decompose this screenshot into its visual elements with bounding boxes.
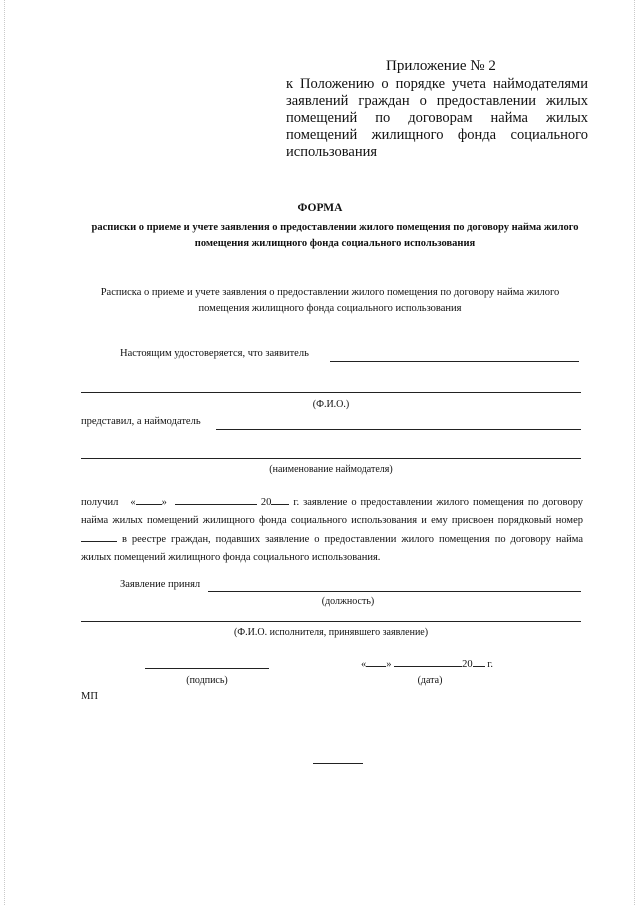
sign-date-quote-close: » — [386, 659, 392, 670]
applicant-field[interactable] — [330, 361, 579, 362]
stamp-mark: МП — [81, 691, 98, 702]
accepted-text: Заявление принял — [120, 579, 201, 590]
sign-year-field[interactable] — [473, 655, 485, 667]
scan-edge-right — [634, 0, 636, 905]
receipt-heading: Расписка о приеме и учете заявления о предоставлении жилого помещения по договору найма жилого помещения жилищного фонда социального использования — [100, 287, 560, 314]
receipt-paragraph — [81, 493, 583, 567]
sign-date-line — [361, 655, 493, 670]
executor-field[interactable] — [81, 621, 581, 622]
landlord-field[interactable] — [216, 429, 581, 430]
received-year-field[interactable] — [271, 493, 289, 505]
sign-year-prefix: 20 — [462, 659, 473, 670]
received-year-suffix: г. — [293, 497, 300, 508]
received-day-field[interactable] — [136, 493, 162, 505]
end-separator — [313, 763, 363, 764]
form-title: ФОРМА — [297, 202, 343, 214]
signature-caption: (подпись) — [186, 675, 228, 686]
appendix-block — [286, 58, 588, 161]
received-month-field[interactable] — [175, 493, 257, 505]
submitted-text: представил, а наймодатель — [81, 416, 201, 427]
landlord-field-continued[interactable] — [81, 458, 581, 459]
sign-date-quote-open: « — [361, 659, 367, 670]
received-mid-text: заявление о предоставлении жилого помещения по договору найма жилых помещений жилищного фонда социального использования и ему присвоен порядковый номер — [81, 497, 584, 526]
certify-text: Настоящим удостоверяется, что заявитель — [120, 348, 309, 359]
order-number-field[interactable] — [81, 530, 117, 542]
appendix-text: к Положению о порядке учета наймодателями заявлений граждан о предоставлении жилых помещений по договорам найма жилых помещений жилищного фонда социального использования — [286, 76, 588, 160]
fio-caption: (Ф.И.О.) — [312, 399, 350, 410]
landlord-caption: (наименование наймодателя) — [269, 464, 393, 475]
date-caption: (дата) — [417, 675, 443, 686]
date-quote-open: « — [130, 497, 136, 508]
received-text: получил — [81, 497, 119, 508]
signature-field[interactable] — [145, 668, 269, 669]
sign-month-field[interactable] — [394, 655, 462, 667]
form-subtitle: расписки о приеме и учете заявления о предоставлении жилого помещения по договору найма жилого помещения жилищного фонда социального использования — [91, 222, 579, 249]
scan-edge-left — [4, 0, 6, 905]
applicant-field-continued[interactable] — [81, 392, 581, 393]
position-caption: (должность) — [321, 596, 375, 607]
sign-day-field[interactable] — [366, 655, 386, 667]
received-year-prefix: 20 — [260, 497, 272, 508]
executor-caption: (Ф.И.О. исполнителя, принявшего заявление) — [233, 627, 429, 638]
sign-year-suffix: г. — [487, 659, 493, 670]
position-field[interactable] — [208, 591, 581, 592]
date-quote-close: » — [161, 497, 167, 508]
received-end-text: в реестре граждан, подавших заявление о предоставлении жилого помещения по договору найма жилых помещений жилищного фонда социального использования. — [81, 534, 583, 563]
appendix-number: Приложение № 2 — [386, 58, 496, 74]
